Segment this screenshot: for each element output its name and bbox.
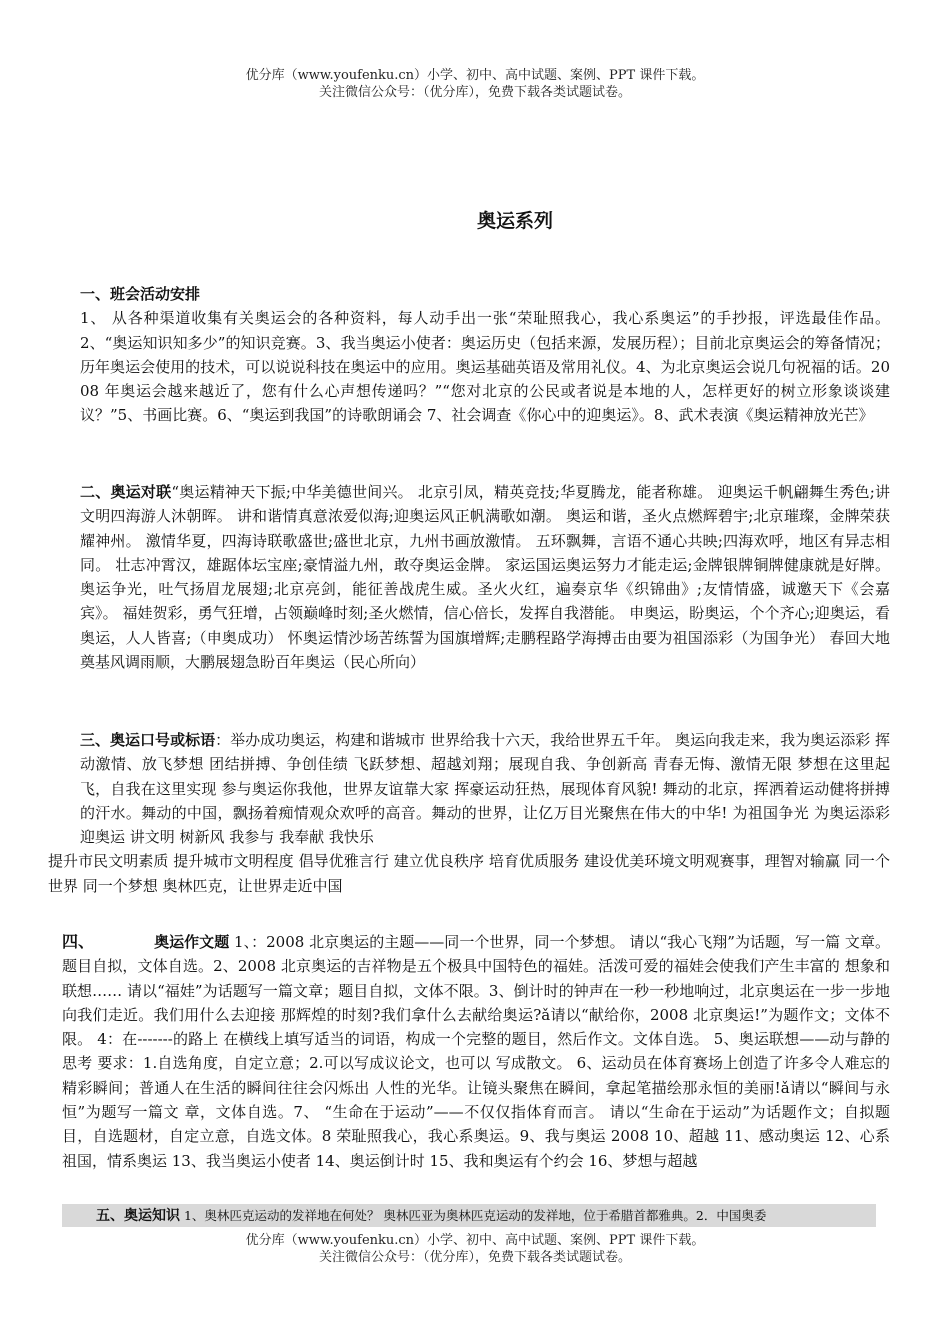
section-4-heading: 奥运作文题 [154, 933, 230, 951]
document-title: 奥运系列 [476, 210, 553, 232]
section-2-heading: 二、奥运对联 [80, 483, 172, 501]
section-class-activities [48, 282, 890, 428]
footer-line-1: 优分库（www.youfenku.cn）小学、初中、高中试题、案例、PPT 课件下载。 [245, 1233, 705, 1248]
section-1-heading: 一、班会活动安排 [80, 285, 201, 303]
section-2-body: “奥运精神天下振;中华美德世间兴。 北京引凤，精英竞技;华夏腾龙，能者称雄。 迎奥运千帆翩舞生秀色;讲文明四海游人沐朝晖。 讲和谐情真意浓爱似海;迎奥运风正帆满歌如潮。 奥运和谐，圣火点燃辉碧宇;北京璀璨，金牌荣获耀神州。 激情华夏，四海诗联歌盛世;盛世北京，九州书画放激情。 五环飘舞，言语不通心共映;四海欢呼，地区有异志相同。 壮志冲霄汉，雄踞体坛宝座;豪情溢九州，敢夺奥运金牌。 家运国运奥运努力才能走运;金牌银牌铜牌健康就是好牌。 奥运争光，吐气扬眉龙展翅;北京亮剑，能征善战虎生威。圣火火红，遍奏京华《织锦曲》;友情情盛，诚邀天下《会嘉宾》。 福娃贺彩，勇气狂增，占领巅峰时刻;圣火燃情，信心倍长，发挥自我潜能。 申奥运，盼奥运，个个齐心;迎奥运，看奥运，人人皆喜;（申奥成功） 怀奥运情沙场苦练誓为国旗增辉;走鹏程路学海搏击由要为祖国添彩（为国争光） 春回大地奠基风调雨顺，大鹏展翅急盼百年奥运（民心所向） [80, 483, 890, 672]
section-essay-topics [48, 930, 890, 1173]
section-5-body: 1、奥林匹克运动的发祥地在何处？ 奥林匹亚为奥林匹克运动的发祥地，位于希腊首都雅典。2．中国奥委 [183, 1208, 767, 1223]
page-footer [0, 1232, 950, 1266]
header-line-1: 优分库（www.youfenku.cn）小学、初中、高中试题、案例、PPT 课件下载。 [245, 68, 705, 83]
section-5-heading: 五、奥运知识 [96, 1208, 180, 1224]
section-slogans [48, 728, 890, 898]
section-4-number: 四、 [62, 932, 95, 951]
section-couplets [48, 480, 890, 674]
section-1-body: 1、 从各种渠道收集有关奥运会的各种资料，每人动手出一张“荣耻照我心，我心系奥运”的手抄报，评选最佳作品。2、“奥运知识知多少”的知识竞赛。3、我当奥运小使者：奥运历史（包括来源，发展历程）；目前北京奥运会的筹备情况； 历年奥运会使用的技术，可以说说科技在奥运中的应用。奥运基础英语及常用礼仪。4、为北京奥运会说几句祝福的话。2008 年奥运会越来越近了，您有什么心声想传递吗？”“您对北京的公民或者说是本地的人，怎样更好的树立形象谈谈建议？”5、书画比赛。6、“奥运到我国”的诗歌朗诵会 7、社会调查《你心中的迎奥运》。8、武术表演《奥运精神放光芒》 [80, 309, 890, 425]
section-knowledge-bar [62, 1204, 876, 1227]
header-line-2: 关注微信公众号：（优分库），免费下载各类试题试卷。 [318, 85, 631, 100]
footer-line-2: 关注微信公众号：（优分库），免费下载各类试题试卷。 [318, 1250, 631, 1265]
section-3-body-continued: 提升市民文明素质 提升城市文明程度 倡导优雅言行 建立优良秩序 培育优质服务 建设优美环境文明观赛事，理智对输赢 同一个世界 同一个梦想 奥林匹克，让世界走近中国 [48, 852, 890, 895]
page-header [0, 67, 950, 101]
section-3-heading: 三、奥运口号或标语 [80, 731, 216, 749]
section-3-body: ：举办成功奥运，构建和谐城市 世界给我十六天，我给世界五千年。 奥运向我走来，我为奥运添彩 挥动激情、放飞梦想 团结拼搏、争创佳绩 飞跃梦想、超越刘翔；展现自我、争创新高 青春无悔、激情无限 梦想在这里起飞，自我在这里实现 参与奥运你我他，世界友谊靠大家 挥豪运动狂热，展现体育风貌! 舞动的北京，挥洒着运动健将拼搏的汗水。舞动的中国，飘扬着痴情观众欢呼的高音。舞动的世界，让亿万目光聚焦在伟大的中华! 为祖国争光 为奥运添彩 迎奥运 讲文明 树新风 我参与 我奉献 我快乐 [80, 731, 890, 847]
section-4-body: 1、：2008 北京奥运的主题——同一个世界，同一个梦想。 请以“我心飞翔”为话题，写一篇 文章。题目自拟，文体自选。2、2008 北京奥运的吉祥物是五个极具中国特色的福娃。活泼可爱的福娃会使我们产生丰富的 想象和联想…… 请以“福娃”为话题写一篇文章；题目自拟，文体不限。3、倒计时的钟声在一秒一秒地响过，北京奥运在一步一步地向我们走近。我们用什么去迎接 那辉煌的时刻?我们拿什么去献给奥运?ǎ请以“献给你，2008 北京奥运!”为题作文；文体不限。 4：在-------的路上 在横线上填写适当的词语，构成一个完整的题目，然后作文。文体自选。 5、奥运联想——动与静的思考 要求：1.自选角度，自定立意；2.可以写成议论文，也可以 写成散文。 6、运动员在体育赛场上创造了许多令人难忘的精彩瞬间；普通人在生活的瞬间往往会闪烁出 人性的光华。让镜头聚焦在瞬间，拿起笔描绘那永恒的美丽!ǎ请以“瞬间与永恒”为题写一篇文 章，文体自选。7、 “生命在于运动”——不仅仅指体育而言。 请以“生命在于运动”为话题作文；自拟题 目，自选题材，自定立意，自选文体。8 荣耻照我心，我心系奥运。9、我与奥运 2008 10、超越 11、感动奥运 12、心系祖国，情系奥运 13、我当奥运小使者 14、奥运倒计时 15、我和奥运有个约会 16、梦想与超越 [62, 933, 890, 1170]
